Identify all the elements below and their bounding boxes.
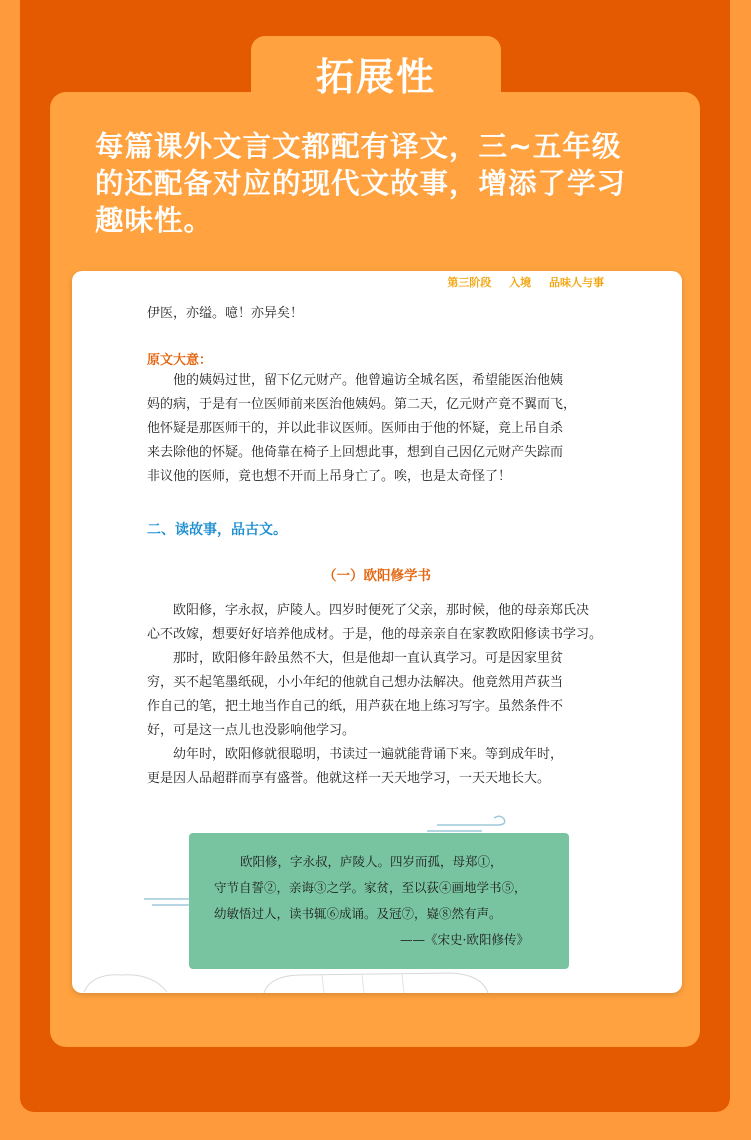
classical-line: 欧阳修，字永叔，庐陵人。四岁而孤，母郑①，	[240, 854, 503, 869]
section-heading: 二、读故事，品古文。	[147, 522, 287, 538]
header-topic: 品味人与事	[549, 276, 604, 289]
story-line: 幼年时，欧阳修就很聪明，书读过一遍就能背诵下来。等到成年时，	[173, 747, 564, 762]
story-text	[147, 599, 607, 791]
page-title: 拓展性	[315, 55, 436, 99]
story-line: 好，可是这一点儿也没影响他学习。	[147, 723, 356, 738]
first-line: 伊医，亦缢。噫！亦异矣！	[147, 306, 304, 321]
intro-line: 的还配备对应的现代文故事，增添了学习	[95, 167, 627, 200]
story-line: 那时，欧阳修年龄虽然不大，但是他却一直认真学习。可是因家里贫	[173, 651, 564, 666]
summary-line: 他的姨妈过世，留下亿元财产。他曾遍访全城名医，希望能医治他姨	[173, 373, 564, 388]
classical-line: 幼敏悟过人，读书辄⑥成诵。及冠⑦，嶷⑧然有声。	[214, 906, 502, 921]
header-section: 入境	[509, 276, 532, 289]
intro-text	[95, 128, 675, 239]
story-line: 心不改嫁，想要好好培养他成材。于是，他的母亲亲自在家教欧阳修读书学习。	[147, 627, 603, 642]
sketch-decoration-icon	[82, 967, 172, 993]
classical-source: ——《宋史·欧阳修传》	[400, 932, 529, 947]
story-line: 更是因人品超群而享有盛誉。他就这样一天天地学习，一天天地长大。	[147, 771, 551, 786]
summary-text	[147, 369, 607, 489]
book-page-preview	[72, 271, 682, 993]
story-line: 穷，买不起笔墨纸砚，小小年纪的他就自己想办法解决。他竟然用芦荻当	[147, 675, 564, 690]
summary-line: 妈的病，于是有一位医师前来医治他姨妈。第二天，亿元财产竟不翼而飞，	[147, 397, 577, 412]
story-line: 欧阳修，字永叔，庐陵人。四岁时便死了父亲，那时候，他的母亲郑氏决	[173, 603, 590, 618]
classical-text	[214, 849, 559, 953]
summary-line: 来去除他的怀疑。他倚靠在椅子上回想此事，想到自己因亿元财产失踪而	[147, 445, 564, 460]
intro-line: 趣味性。	[95, 204, 214, 237]
header-stage: 第三阶段	[447, 276, 492, 289]
title-tab	[251, 36, 501, 116]
summary-line: 非议他的医师，竟也想不开而上吊身亡了。唉，也是太奇怪了！	[147, 469, 512, 484]
story-line: 作自己的笔，把土地当作自己的纸，用芦荻在地上练习写字。虽然条件不	[147, 699, 564, 714]
page-header	[433, 274, 604, 290]
sketch-decoration-icon	[262, 963, 492, 993]
summary-heading: 原文大意：	[147, 353, 213, 368]
story-title: （一）欧阳修学书	[323, 568, 431, 584]
classical-line: 守节自誓②，亲诲③之学。家贫，至以荻④画地学书⑤，	[214, 880, 527, 895]
classical-text-box	[189, 833, 569, 969]
intro-line: 每篇课外文言文都配有译文，三~五年级	[95, 130, 622, 163]
summary-line: 他怀疑是那医师干的，并以此非议医师。医师由于他的怀疑，竟上吊自杀	[147, 421, 564, 436]
